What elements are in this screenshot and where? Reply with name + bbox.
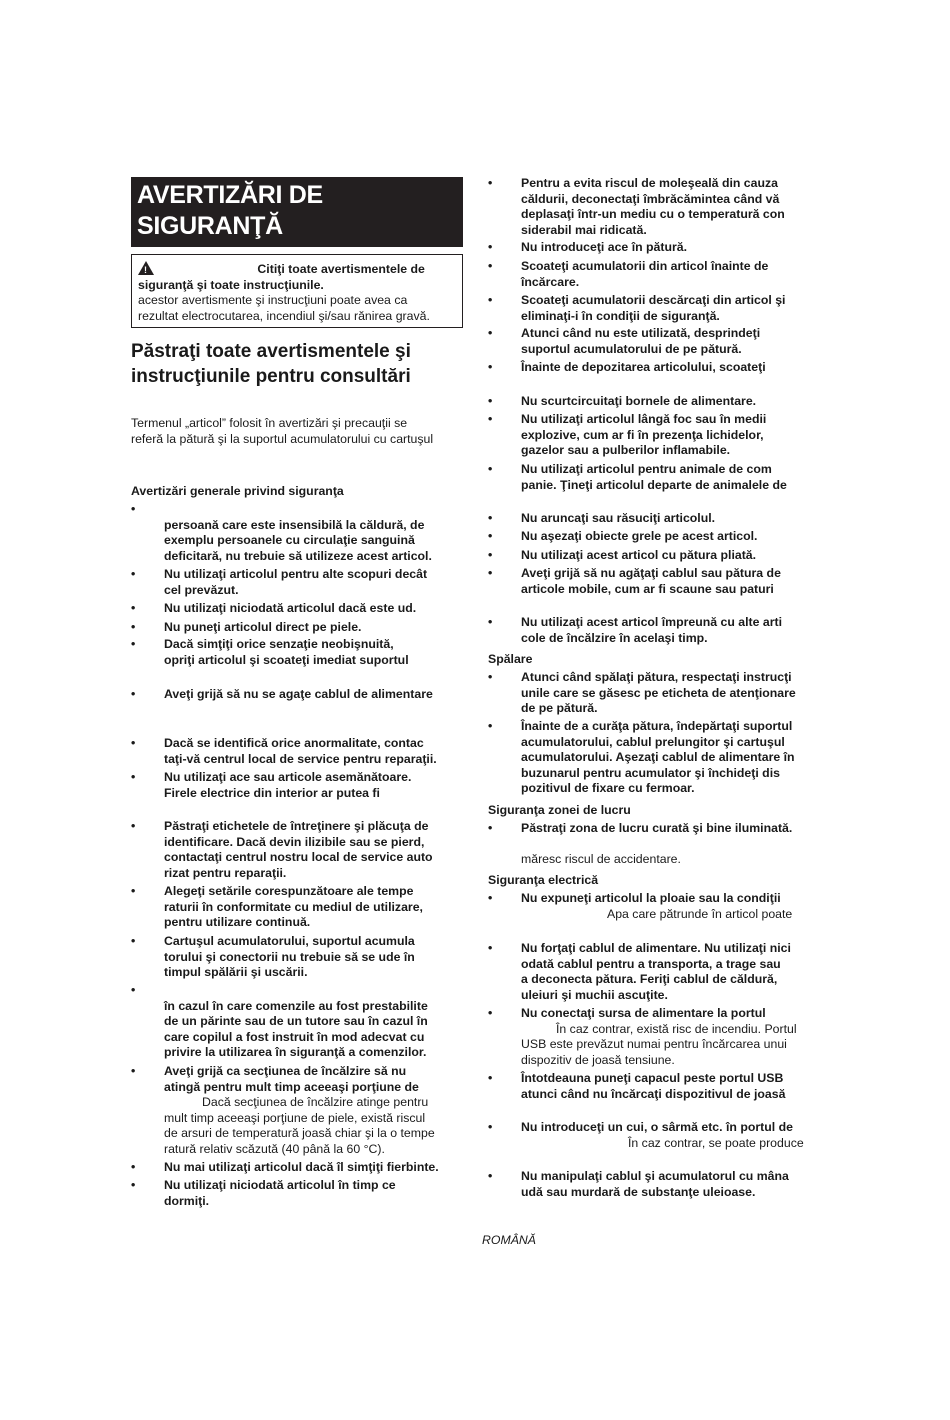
list-item: • Nu mai utilizaţi articolul dacă îl simţiţi fierbinte. [131, 1160, 439, 1174]
intro-paragraph: Termenul „articol” folosit în avertizări şi precauţii se referă la pătură şi la suportul acumulatorului cu cartuşul [131, 416, 434, 446]
list-item: • Înainte de depozitarea articolului, scoateţi [488, 360, 766, 374]
list-item: • Nu manipulaţi cablul şi acumulatorul cu mâna udă sau murdară de substanţe uleioase. [488, 1169, 789, 1199]
list-item: • Nu aşezaţi obiecte grele pe acest articol. [488, 529, 758, 543]
list-item: • în cazul în care comenzile au fost prestabilite de un părinte sau de un tutore sau în cazul în care copilul a fost instruit în mod adecvat cu privire la utilizarea în siguranţă a comenzilor. [131, 983, 428, 1060]
list-item: • Scoateţi acumulatorii din articol înainte de încărcare. [488, 259, 769, 289]
work-area-heading: Siguranţa zonei de lucru [488, 803, 631, 817]
list-item: • Nu utilizaţi acest articol împreună cu alte arti cole de încălzire în acelaşi timp. [488, 615, 783, 645]
list-item: • Nu utilizaţi articolul lângă foc sau în medii explozive, cum ar fi în prezenţa lichidelor, gazelor sau a pulberilor inflamabile. [488, 412, 767, 458]
warning-triangle-icon: ! [138, 261, 154, 275]
list-item: • Nu expuneţi articolul la ploaie sau la condiţii Apa care pătrunde în articol poate [488, 891, 793, 921]
list-item: • Nu utilizaţi articolul pentru alte scopuri decât cel prevăzut. [131, 567, 428, 597]
electrical-heading: Siguranţa electrică [488, 873, 599, 887]
list-item: • Nu utilizaţi niciodată articolul în timp ce dormiţi. [131, 1178, 396, 1208]
section-title: AVERTIZĂRI DE SIGURANŢĂ [131, 177, 463, 247]
subtitle: Păstraţi toate avertismentele şi instrucţiunile pentru consultări [131, 341, 411, 387]
work-area-note: măresc riscul de accidentare. [521, 852, 681, 866]
list-item: • Nu conectaţi sursa de alimentare la portul În caz contrar, există risc de incendiu. Portul USB este prevăzut numai pentru încărcarea unui dispozitiv de joasă tensiune. [488, 1006, 797, 1067]
list-item: • Nu forţaţi cablul de alimentare. Nu utilizaţi nici odată cablul pentru a transporta, a trage sau a deconecta pătura. Feriţi cablul de căldură, uleiuri şi muchii ascuţite. [488, 941, 791, 1002]
list-item: • Cartuşul acumulatorului, suportul acumula torului şi conectorii nu trebuie să se ude în timpul spălării şi uscării. [131, 934, 415, 980]
list-item: • Atunci când spălaţi pătura, respectaţi instrucţi unile care se găsesc pe eticheta de atenţionare de pe pătură. [488, 670, 796, 716]
list-item: • Nu scurtcircuitaţi bornele de alimentare. [488, 394, 757, 408]
general-heading: Avertizări generale privind siguranţa [131, 484, 344, 498]
list-item: • Nu introduceţi ace în pătură. [488, 240, 688, 254]
list-item: • Alegeţi setările corespunzătoare ale tempe raturii în conformitate cu mediul de utilizare, pentru utilizare continuă. [131, 884, 423, 930]
list-item: • Atunci când nu este utilizată, desprindeţi suportul acumulatorului de pe pătură. [488, 326, 761, 356]
list-item: • Nu introduceţi un cui, o sârmă etc. în portul de În caz contrar, se poate produce [488, 1120, 804, 1150]
list-item: • Nu utilizaţi acest articol cu pătura pliată. [488, 548, 757, 562]
list-item: • Păstraţi zona de lucru curată şi bine iluminată. [488, 821, 793, 835]
list-item: • Dacă simţiţi orice senzaţie neobişnuită, opriţi articolul şi scoateţi imediat suportul [131, 637, 409, 667]
list-item: • Aveţi grijă să nu agăţaţi cablul sau pătura de articole mobile, cum ar fi scaune sau paturi [488, 566, 781, 596]
warning-box: ! Citiţi toate avertismentele de siguranţă şi toate instrucţiunile. acestor avertismente şi instrucţiuni poate avea ca rezultat electrocutarea, incendiul şi/sau rănirea gravă. [131, 254, 463, 328]
list-item: • Întotdeauna puneţi capacul peste portul USB atunci când nu încărcaţi dispozitivul de joasă [488, 1071, 786, 1101]
list-item: • Dacă se identifică orice anormalitate, contac taţi-vă centrul local de service pentru reparaţii. [131, 736, 437, 766]
list-item: • Nu utilizaţi niciodată articolul dacă este ud. [131, 601, 417, 615]
list-item: • persoană care este insensibilă la căldură, de exemplu persoanele cu circulaţie sanguină deficitară, nu trebuie să utilizeze acest articol. [131, 502, 432, 563]
list-item: • Nu utilizaţi ace sau articole asemănătoare. Firele electrice din interior ar putea fi [131, 770, 412, 800]
list-item: • Nu aruncaţi sau răsuciţi articolul. [488, 511, 716, 525]
page-footer-language: ROMÂNĂ [482, 1233, 536, 1247]
list-item: • Păstraţi etichetele de întreţinere şi plăcuţa de identificare. Dacă devin ilizibile sau se pierd, contactaţi centrul nostru local de service auto rizat pentru reparaţii. [131, 819, 433, 880]
list-item: • Scoateţi acumulatorii descărcaţi din articol şi eliminaţi-i în condiţii de siguranţă. [488, 293, 786, 323]
list-item: • Aveţi grijă să nu se agaţe cablul de alimentare [131, 687, 433, 701]
list-item: • Înainte de a curăţa pătura, îndepărtaţi suportul acumulatorului, cablul prelungitor şi cartuşul acumulatorului. Aşezaţi cablul de alimentare în buzunarul pentru acumulator şi închideţi dis pozitivul de fixare cu fermoar. [488, 719, 795, 796]
list-item: • Nu puneţi articolul direct pe piele. [131, 620, 362, 634]
washing-heading: Spălare [488, 652, 533, 666]
list-item: • Pentru a evita riscul de moleşeală din cauza căldurii, deconectaţi îmbrăcămintea când vă deplasaţi într-un mediu cu o temperatură con siderabil mai ridicată. [488, 176, 785, 237]
list-item: • Nu utilizaţi articolul pentru animale de com panie. Ţineţi articolul departe de animalele de [488, 462, 787, 492]
list-item: • Aveţi grijă ca secţiunea de încălzire să nu atingă pentru mult timp aceeaşi porţiune de Dacă secţiunea de încălzire atinge pentru mult timp aceeaşi porţiune de piele, există riscul de arsuri de temperatură joasă chiar şi la o tempe ratură relativ scăzută (40 până la 60 °C). [131, 1064, 435, 1156]
